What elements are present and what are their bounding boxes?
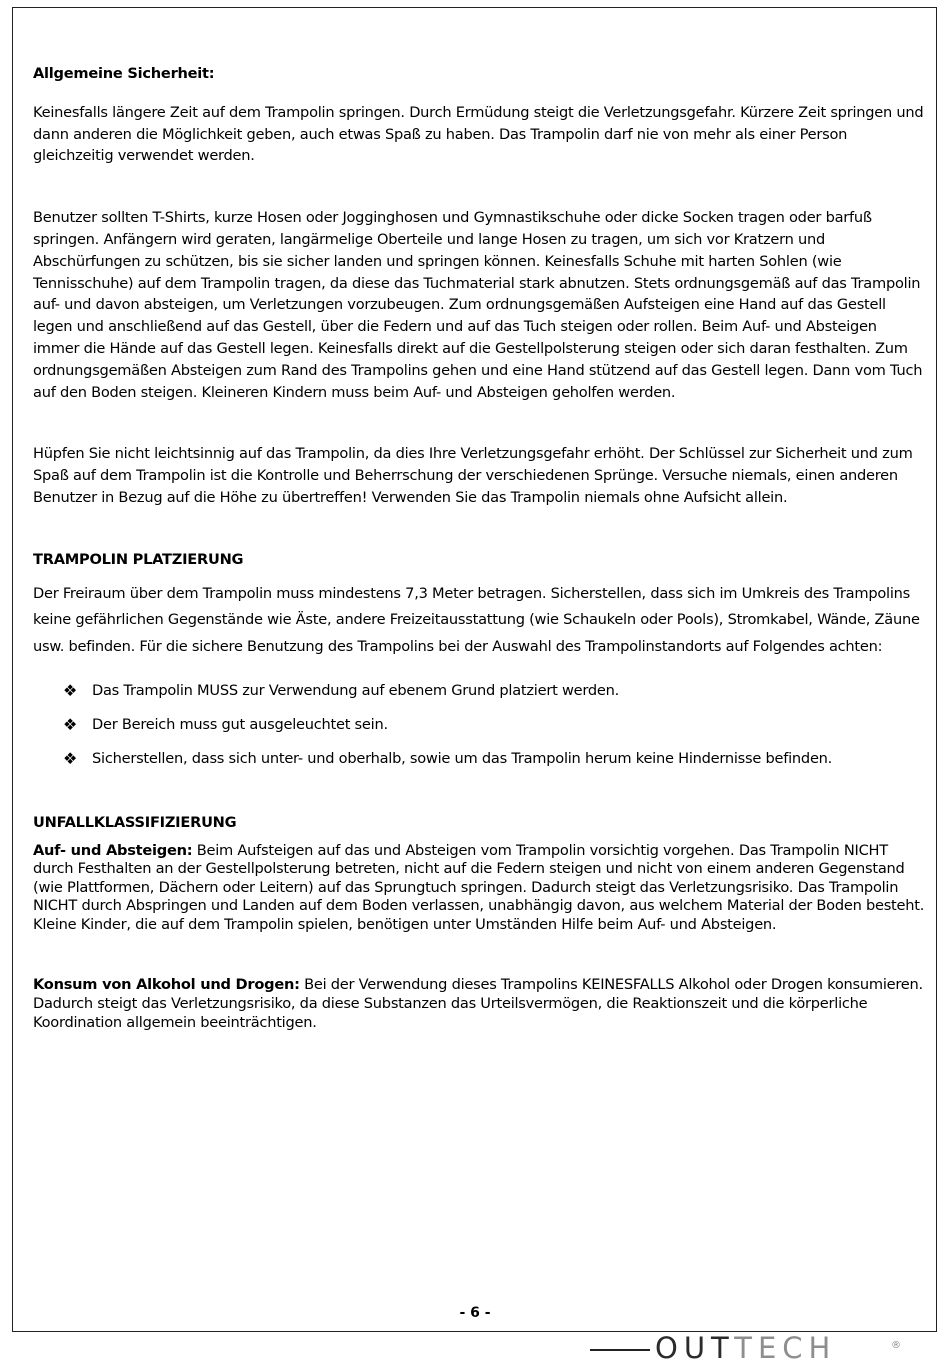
list-item [33,748,925,770]
diamond-bullet-icon: ❖ [63,681,78,701]
accident-heading: UNFALLKLASSIFIZIERUNG [33,813,237,831]
accident-paragraph-2 [33,976,925,1032]
general-safety-paragraph-1: Keinesfalls längere Zeit auf dem Trampolin springen. Durch Ermüdung steigt die Verletzungsgefahr. Kürzere Zeit springen und dann anderen die Möglichkeit geben, auch etwas Spaß zu haben. Das Trampolin darf nie von mehr als einer Person gleichzeitig verwendet werden. [33,103,924,165]
brand-logo [655,1331,901,1365]
accident-paragraph-1-lead: Auf- und Absteigen: [33,841,193,859]
bullet-text: Das Trampolin MUSS zur Verwendung auf ebenem Grund platziert werden. [92,682,619,700]
diamond-bullet-icon: ❖ [63,748,78,768]
accident-paragraph-2-lead: Konsum von Alkohol und Drogen: [33,976,300,994]
accident-paragraph-1-text: Beim Aufsteigen auf das und Absteigen vom Trampolin vorsichtig vorgehen. Das Trampolin NICHT durch Festhalten an der Gestellpolsterung betreten, nicht auf die Federn steigen und nicht von einem anderen Gegenstand (wie Plattformen, Dächern oder Leitern) auf das Sprungtuch springen. Dadurch steigt das Verletzungsrisiko. Das Trampolin NICHT durch Abspringen und Landen auf dem Boden verlassen, unabhängig davon, aus welchem Material der Boden besteht. Kleine Kinder, die auf dem Trampolin spielen, benötigen unter Umständen Hilfe beim Auf- und Absteigen. [33,841,925,933]
accident-paragraph-2-text: Bei der Verwendung dieses Trampolins KEINESFALLS Alkohol oder Drogen konsumieren. Dadurch steigt das Verletzungsrisiko, da diese Substanzen das Urteilsvermögen, die Reaktionszeit und die körperliche Koordination allgemein beeinträchtigen. [33,976,923,1031]
placement-bullet-list [33,680,925,769]
placement-paragraph: Der Freiraum über dem Trampolin muss mindestens 7,3 Meter betragen. Sicherstellen, dass sich im Umkreis des Trampolins keine gefährlichen Gegenstände wie Äste, andere Freizeitausstattung (wie Schaukeln oder Pools), Stromkabel, Wände, Zäune usw. befinden. Für die sichere Benutzung des Trampolins bei der Auswahl des Trampolinstandorts auf Folgendes achten: [33,584,920,655]
document-body [33,63,925,1032]
footer-rule [590,1349,650,1351]
bullet-text: Sicherstellen, dass sich unter- und oberhalb, sowie um das Trampolin herum keine Hindernisse befinden. [92,749,833,767]
diamond-bullet-icon: ❖ [63,715,78,735]
page-number: - 6 - [459,1305,491,1321]
general-safety-paragraph-2: Benutzer sollten T-Shirts, kurze Hosen oder Jogginghosen und Gymnastikschuhe oder dicke Socken tragen oder barfuß springen. Anfängern wird geraten, langärmelige Oberteile und lange Hosen zu tragen, um sich vor Kratzern und Abschürfungen zu schützen, bis sie sicher landen und springen können. Keinesfalls Schuhe mit harten Sohlen (wie Tennisschuhe) auf dem Trampolin tragen, da diese das Tuchmaterial stark abnutzen. Stets ordnungsgemäß auf das Trampolin auf- und davon absteigen, um Verletzungen vorzubeugen. Zum ordnungsgemäßen Aufsteigen eine Hand auf das Gestell legen und anschließend auf das Gestell, über die Federn und auf das Tuch steigen oder rollen. Beim Auf- und Absteigen immer die Hände auf das Gestell legen. Keinesfalls direkt auf die Gestellpolsterung steigen oder sich daran festhalten. Zum ordnungsgemäßen Absteigen zum Rand des Trampolins gehen und eine Hand stützend auf das Gestell legen. Dann vom Tuch auf den Boden steigen. Kleineren Kindern muss beim Auf- und Absteigen geholfen werden. [33,209,923,401]
accident-paragraph-1 [33,842,925,935]
bullet-text: Der Bereich muss gut ausgeleuchtet sein. [92,716,388,734]
general-safety-heading: Allgemeine Sicherheit: [33,65,215,82]
brand-tech: TECH [734,1331,837,1365]
list-item [33,680,925,702]
registered-mark: ® [891,1340,901,1351]
list-item [33,714,925,736]
brand-out: OUT [655,1331,735,1365]
general-safety-paragraph-3: Hüpfen Sie nicht leichtsinnig auf das Trampolin, da dies Ihre Verletzungsgefahr erhöht. Der Schlüssel zur Sicherheit und zum Spaß auf dem Trampolin ist die Kontrolle und Beherrschung der verschiedenen Sprünge. Versuche niemals, einen anderen Benutzer in Bezug auf die Höhe zu übertreffen! Verwenden Sie das Trampolin niemals ohne Aufsicht allein. [33,445,913,506]
placement-heading: TRAMPOLIN PLATZIERUNG [33,550,244,568]
